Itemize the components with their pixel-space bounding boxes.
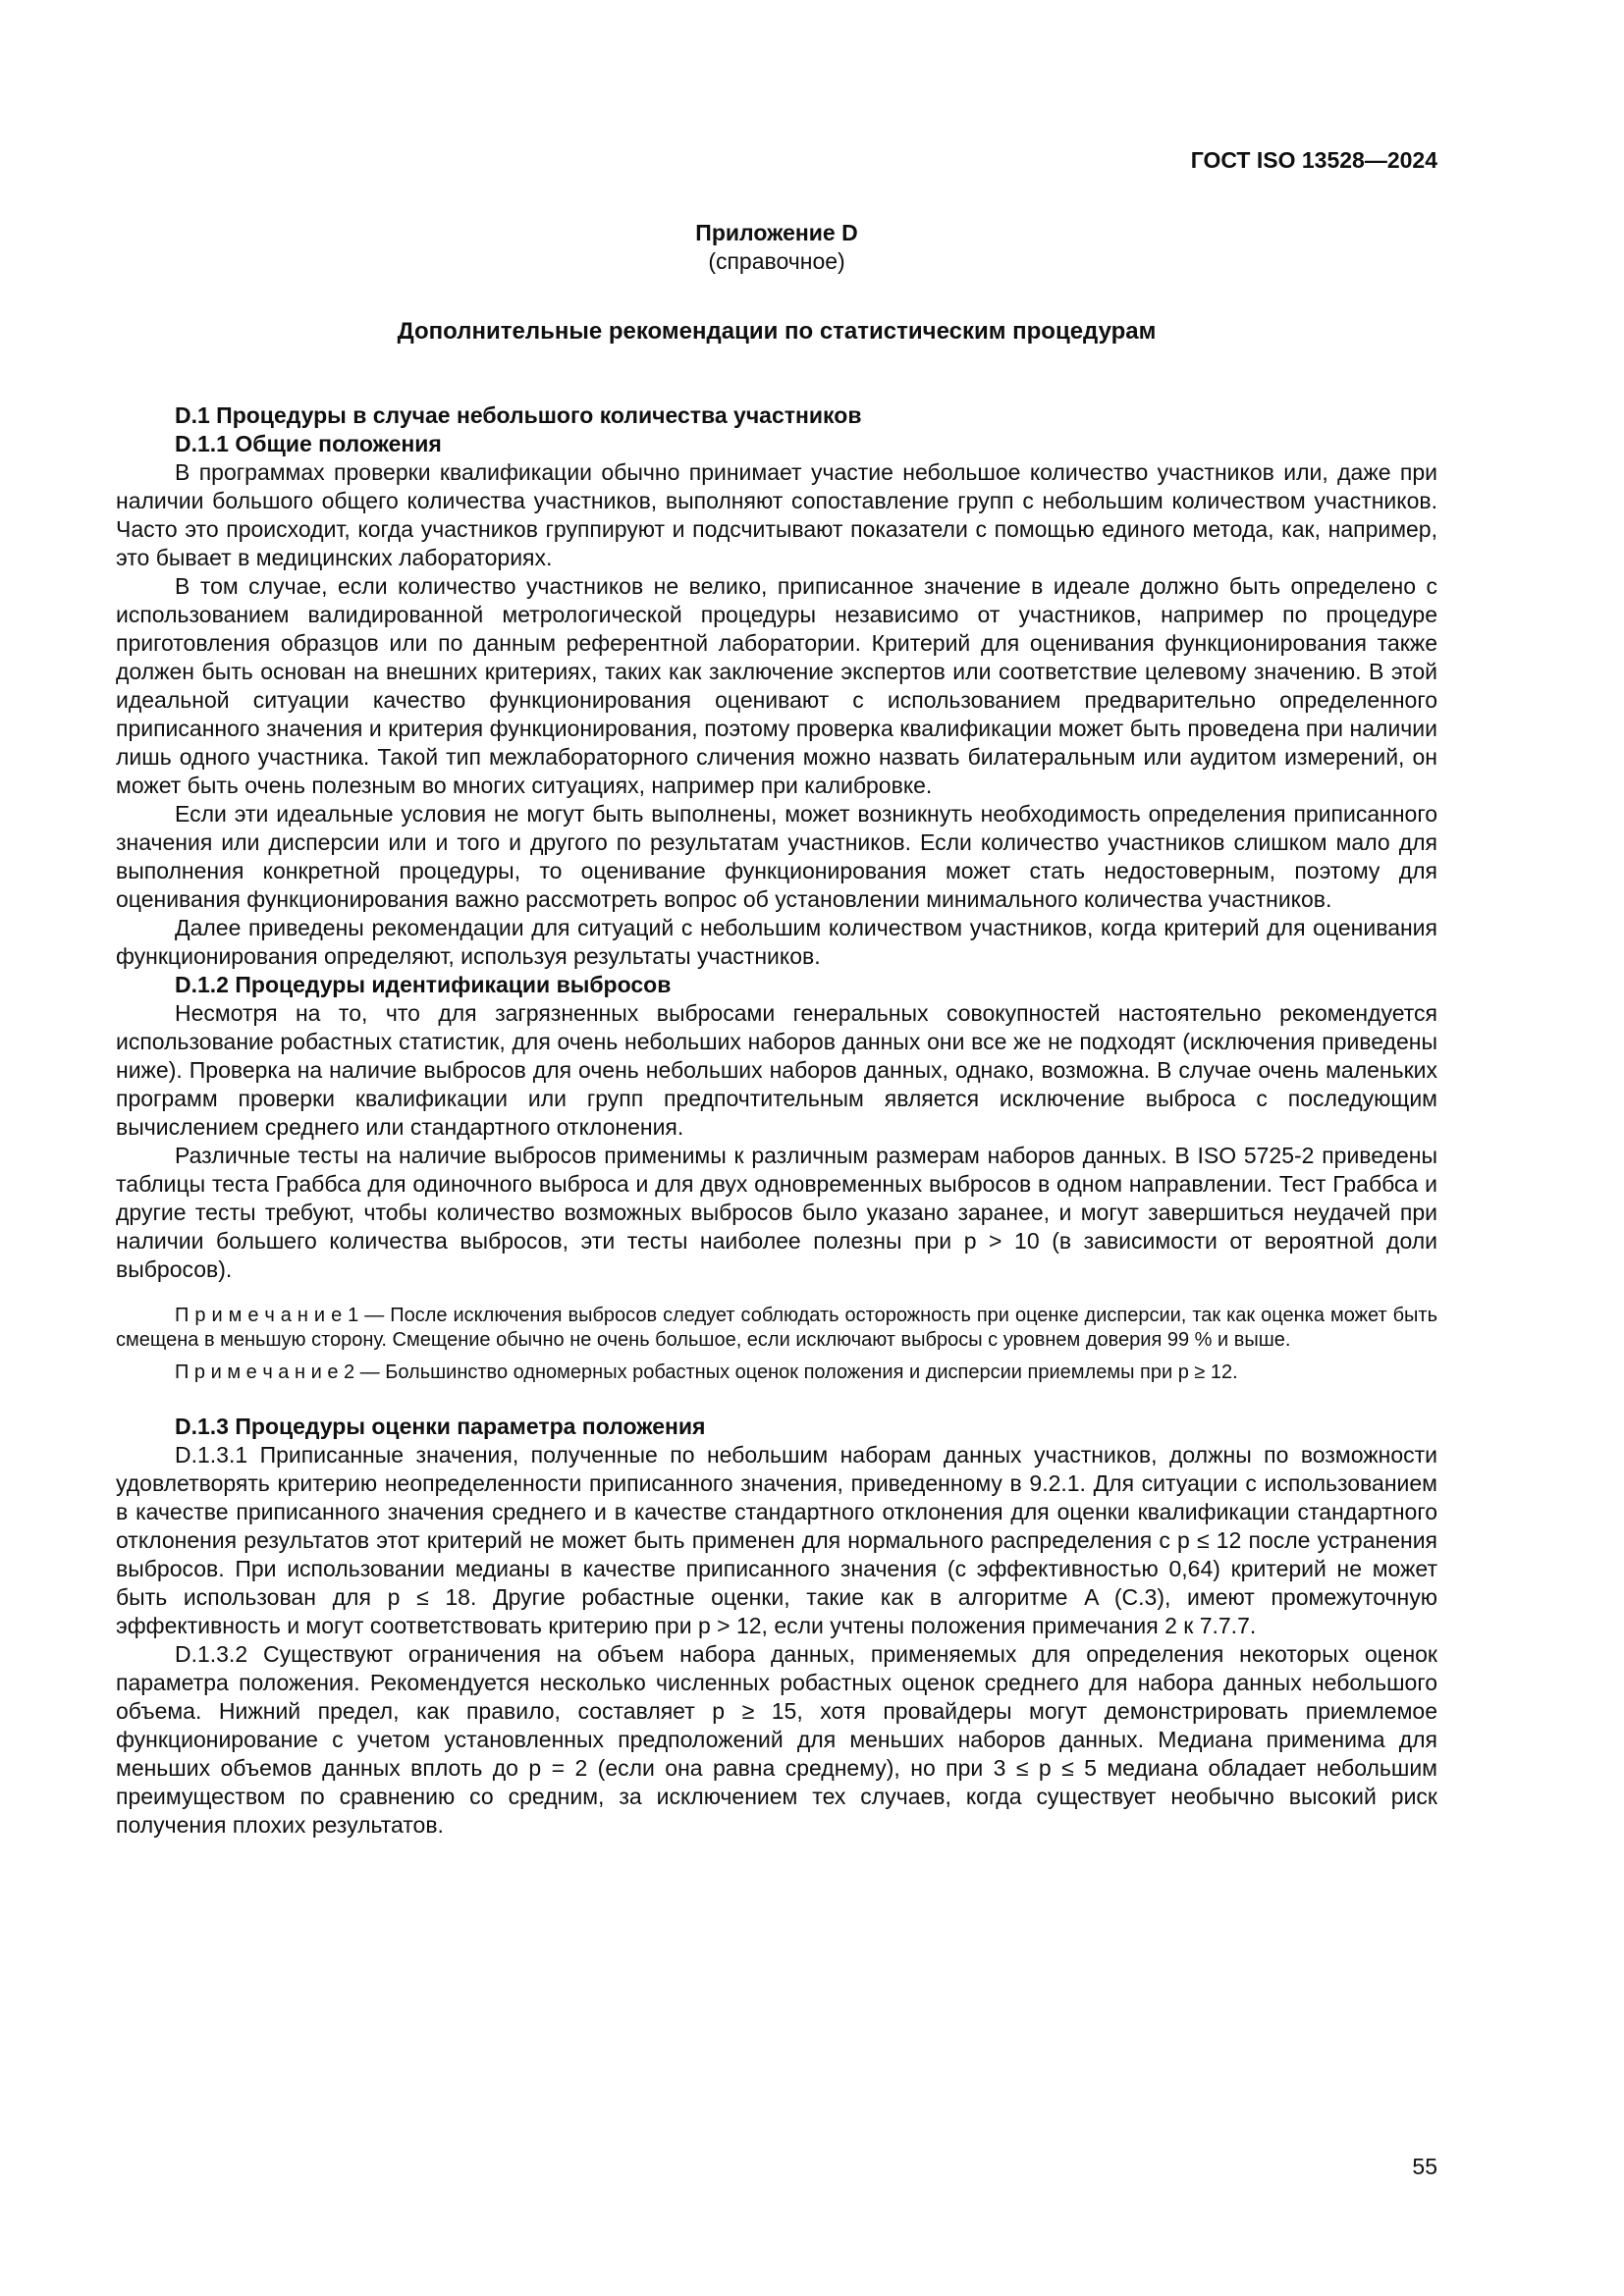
appendix-type: (справочное): [708, 248, 845, 274]
page-number: 55: [1412, 2154, 1437, 2179]
body-paragraph: В том случае, если количество участников не велико, приписанное значение в идеале должно быть определено с использованием валидированной метрологической процедуры независимо от участников, например по процедуре приготовления образцов или по данным референтной лаборатории. Критерий для оценивания функционирования также должен быть основан на внешних критериях, таких как заключение экспертов или соответствие целевому значению. В этой идеальной ситуации качество функционирования оценивают с использованием предварительно определенного приписанного значения и критерия функционирования, поэтому проверка квалификации может быть проведена при наличии лишь одного участника. Такой тип межлабораторного сличения можно назвать билатеральным или аудитом измерений, он может быть очень полезным во многих ситуациях, например при калибровке.: [116, 573, 1437, 798]
content-blocks: [116, 401, 1437, 1840]
section-heading: D.1 Процедуры в случае небольшого количества участников: [175, 402, 862, 428]
appendix-title: Дополнительные рекомендации по статистическим процедурам: [397, 318, 1157, 345]
body-paragraph: Несмотря на то, что для загрязненных выбросами генеральных совокупностей настоятельно рекомендуется использование робастных статистик, для очень небольших наборов данных они все же не подходят (исключения приведены ниже). Проверка на наличие выбросов для очень небольших наборов данных, однако, возможна. В случае очень маленьких программ проверки квалификации или групп предпочтительным является исключение выброса с последующим вычислением среднего или стандартного отклонения.: [116, 1000, 1437, 1140]
note-paragraph: П р и м е ч а н и е 2 — Большинство одномерных робастных оценок положения и дисперсии приемлемы при p ≥ 12.: [175, 1362, 1238, 1383]
body-paragraph: D.1.3.2 Существуют ограничения на объем набора данных, применяемых для определения некоторых оценок параметра положения. Рекомендуется несколько численных робастных оценок среднего для набора данных небольшого объема. Нижний предел, как правило, составляет p ≥ 15, хотя провайдеры могут демонстрировать приемлемое функционирование с учетом установленных предположений для меньших наборов данных. Медиана применима для меньших объемов данных вплоть до p = 2 (если она равна среднему), но при 3 ≤ p ≤ 5 медиана обладает небольшим преимуществом по сравнению со средним, за исключением тех случаев, когда существует необычно высокий риск получения плохих результатов.: [116, 1641, 1437, 1838]
body-paragraph: Различные тесты на наличие выбросов применимы к различным размерам наборов данных. В ISO 5725-2 приведены таблицы теста Граббса для одиночного выброса и для двух одновременных выбросов в одном направлении. Тест Граббса и другие тесты требуют, чтобы количество возможных выбросов было указано заранее, и могут завершиться неудачей при наличии большего количества выбросов, эти тесты наиболее полезны при p > 10 (в зависимости от вероятной доли выбросов).: [116, 1143, 1437, 1282]
body-paragraph: В программах проверки квалификации обычно принимает участие небольшое количество участников или, даже при наличии большого общего количества участников, выполняют сопоставление групп с небольшим количеством участников. Часто это происходит, когда участников группируют и подсчитывают показатели с помощью единого метода, как, например, это бывает в медицинских лабораториях.: [116, 459, 1437, 570]
section-heading: D.1.2 Процедуры идентификации выбросов: [175, 972, 672, 997]
appendix-label: Приложение D: [695, 220, 858, 245]
body-paragraph: Далее приведены рекомендации для ситуаций с небольшим количеством участников, когда критерий для оценивания функционирования определяют, используя результаты участников.: [116, 915, 1437, 969]
doc-number: ГОСТ ISO 13528—2024: [1190, 147, 1437, 173]
body-paragraph: Если эти идеальные условия не могут быть выполнены, может возникнуть необходимость определения приписанного значения или дисперсии или и того и другого по результатам участников. Если количество участников слишком мало для выполнения конкретной процедуры, то оценивание функционирования может стать недостоверным, поэтому для оценивания функционирования важно рассмотреть вопрос об установлении минимального количества участников.: [116, 801, 1437, 912]
section-heading: D.1.3 Процедуры оценки параметра положения: [175, 1414, 706, 1439]
note-paragraph: П р и м е ч а н и е 1 — После исключения выбросов следует соблюдать осторожность при оценке дисперсии, так как оценка может быть смещена в меньшую сторону. Смещение обычно не очень большое, если исключают выбросы с уровнем доверия 99 % и выше.: [116, 1305, 1437, 1351]
body-paragraph: D.1.3.1 Приписанные значения, полученные по небольшим наборам данных участников, должны по возможности удовлетворять критерию неопределенности приписанного значения, приведенному в 9.2.1. Для ситуации с использованием в качестве приписанного значения среднего и в качестве стандартного отклонения для оценки квалификации стандартного отклонения результатов этот критерий не может быть применен для нормального распределения с p ≤ 12 после устранения выбросов. При использовании медианы в качестве приписанного значения (с эффективностью 0,64) критерий не может быть использован для p ≤ 18. Другие робастные оценки, такие как в алгоритме A (C.3), имеют промежуточную эффективность и могут соответствовать критерию при p > 12, если учтены положения примечания 2 к 7.7.7.: [116, 1442, 1437, 1638]
section-heading: D.1.1 Общие положения: [175, 431, 442, 456]
